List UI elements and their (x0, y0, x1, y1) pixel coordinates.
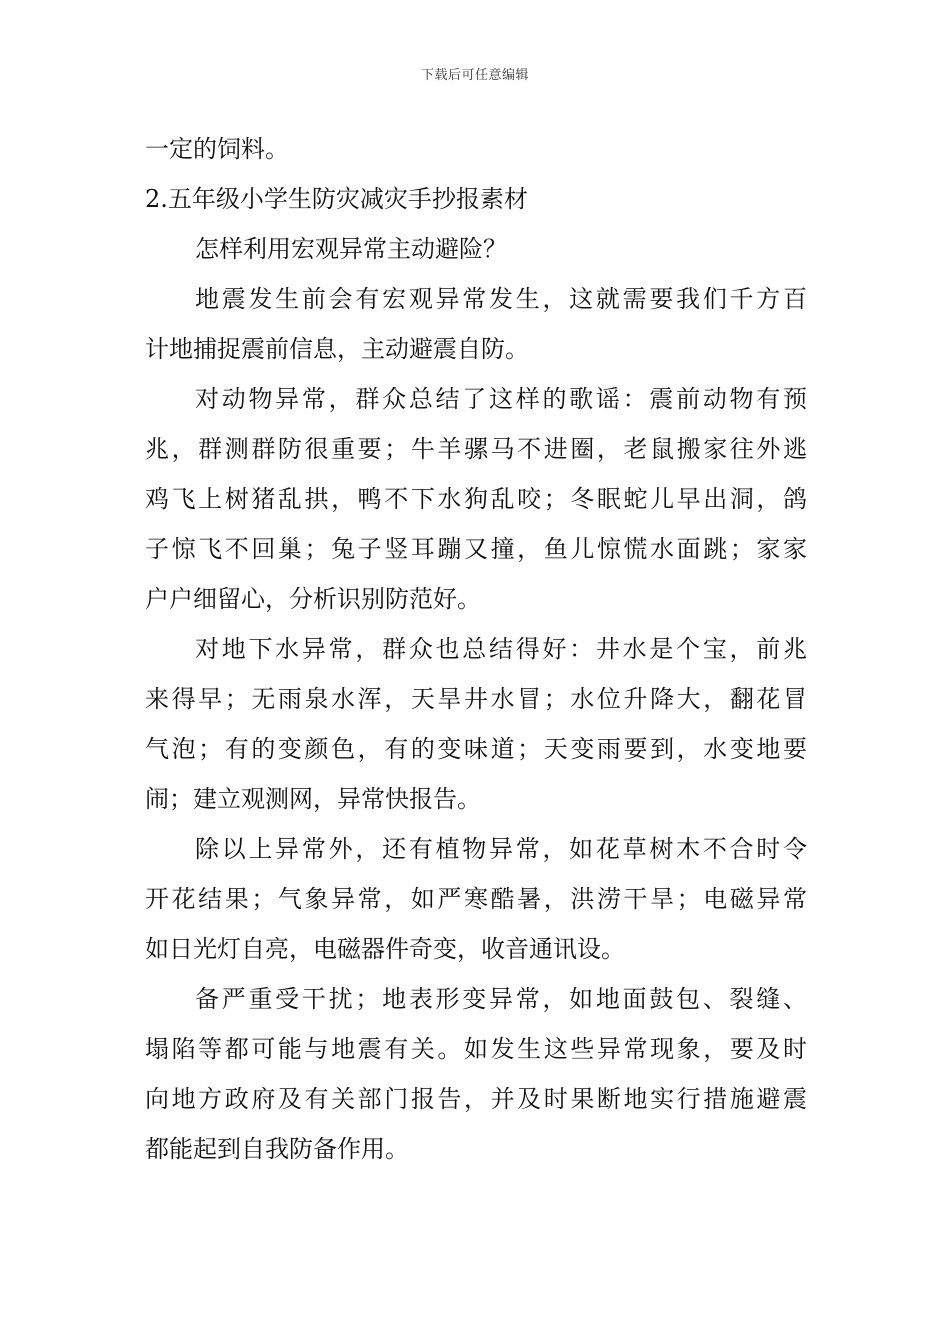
paragraph (145, 824, 807, 974)
text-line: 兆，群测群防很重要；牛羊骡马不进圈，老鼠搬家往外逃 (145, 435, 807, 463)
text-line: 对地下水异常，群众也总结得好：井水是个宝，前兆 (195, 635, 807, 663)
text-line: 开花结果；气象异常，如严寒酷暑，洪涝干旱；电磁异常 (145, 885, 807, 913)
section-heading (145, 174, 807, 224)
text-line: 计地捕捉震前信息，主动避震自防。 (145, 335, 529, 363)
text-line: 除以上异常外，还有植物异常，如花草树木不合时令 (195, 835, 807, 863)
text-line: 地震发生前会有宏观异常发生，这就需要我们千方百 (195, 285, 807, 313)
paragraph (145, 374, 807, 624)
page-header: 下载后可任意编辑 (420, 68, 529, 83)
paragraph (145, 624, 807, 824)
text-line: 都能起到自我防备作用。 (145, 1135, 409, 1163)
paragraph (145, 974, 807, 1174)
text-line: 来得早；无雨泉水浑，天旱井水冒；水位升降大，翻花冒 (145, 685, 807, 713)
text-line: 塌陷等都可能与地震有关。如发生这些异常现象，要及时 (145, 1035, 807, 1063)
subheading-question (145, 224, 807, 274)
text-line: 鸡飞上树猪乱拱，鸭不下水狗乱咬；冬眠蛇儿早出洞，鸽 (145, 485, 807, 513)
document-body (145, 124, 807, 1174)
text-line: 怎样利用宏观异常主动避险？ (195, 235, 507, 263)
text-line: 如日光灯自亮，电磁器件奇变，收音通讯设。 (145, 935, 625, 963)
text-line: 2.五年级小学生防灾减灾手抄报素材 (145, 185, 528, 213)
text-line: 子惊飞不回巢；兔子竖耳蹦又撞，鱼儿惊慌水面跳；家家 (145, 535, 807, 563)
text-line: 备严重受干扰；地表形变异常，如地面鼓包、裂缝、 (195, 985, 807, 1013)
text-line: 闹；建立观测网，异常快报告。 (145, 785, 481, 813)
text-line: 对动物异常，群众总结了这样的歌谣：震前动物有预 (195, 385, 807, 413)
text-line: 户户细留心，分析识别防范好。 (145, 585, 481, 613)
paragraph (145, 124, 807, 174)
paragraph (145, 274, 807, 374)
text-line: 一定的饲料。 (145, 135, 289, 163)
text-line: 气泡；有的变颜色，有的变味道；天变雨要到，水变地要 (145, 735, 807, 763)
text-line: 向地方政府及有关部门报告，并及时果断地实行措施避震 (145, 1085, 807, 1113)
